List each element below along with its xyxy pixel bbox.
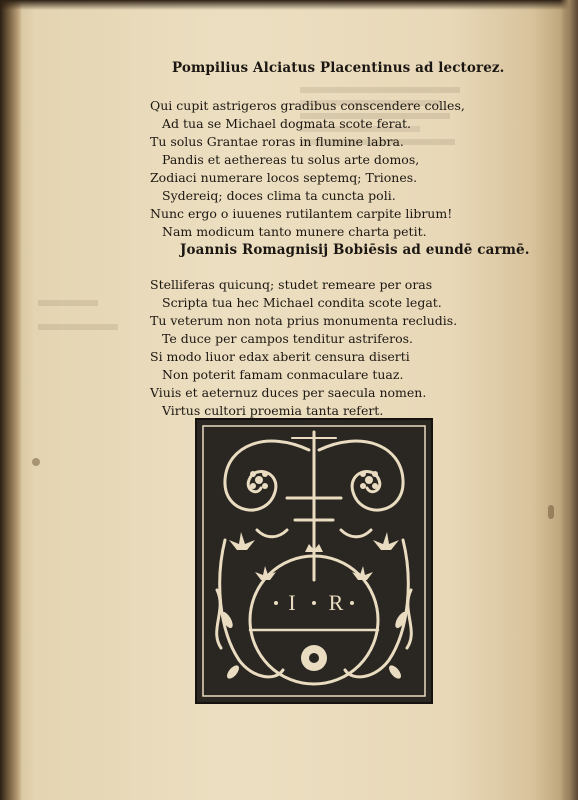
verse-line: Scripta tua hec Michael condita scote legat. <box>162 295 442 310</box>
printer-mark-image <box>197 420 431 702</box>
initial-right: R <box>328 590 344 615</box>
verse-line: Tu veterum non nota prius monumenta recludis. <box>150 313 458 328</box>
verse-line: Viuis et aeternuz duces per saecula nomen. <box>150 385 427 400</box>
verse-line: Sydereiq; doces clima ta cuncta poli. <box>162 188 396 203</box>
verse-line: Virtus cultori proemia tanta refert. <box>162 403 384 418</box>
show-through-marks-left <box>38 290 128 360</box>
verse-line: Ad tua se Michael dogmata scote ferat. <box>162 116 412 131</box>
poem-2 <box>150 276 457 420</box>
verse-line: Tu solus Grantae roras in flumine labra. <box>150 134 404 149</box>
verse-line: Nunc ergo o iuuenes rutilantem carpite librum! <box>150 206 453 221</box>
page-top-shadow <box>0 0 578 10</box>
ink-stain-2 <box>548 505 554 519</box>
verse-line: Te duce per campos tenditur astriferos. <box>162 331 414 346</box>
page-edge <box>560 0 578 800</box>
ink-stain <box>32 458 40 466</box>
verse-line: Zodiaci numerare locos septemq; Triones. <box>150 170 418 185</box>
heading-1: Pompilius Alciatus Placentinus ad lectorez. <box>172 60 505 76</box>
verse-line: Si modo liuor edax aberit censura diserti <box>150 349 410 364</box>
verse-line: Nam modicum tanto munere charta petit. <box>162 224 427 239</box>
initial-left: I <box>288 590 296 615</box>
verse-line: Stelliferas quicunq; studet remeare per oras <box>150 277 433 292</box>
book-gutter <box>0 0 22 800</box>
poem-1 <box>150 97 465 241</box>
heading-2: Joannis Romagnisij Bobiēsis ad eundē carmē. <box>180 242 530 258</box>
verse-line: Pandis et aethereas tu solus arte domos, <box>162 152 420 167</box>
printer-mark-woodcut <box>195 418 433 704</box>
verse-line: Qui cupit astrigeros gradibus conscendere colles, <box>150 98 465 113</box>
verse-line: Non poterit famam conmaculare tuaz. <box>162 367 404 382</box>
